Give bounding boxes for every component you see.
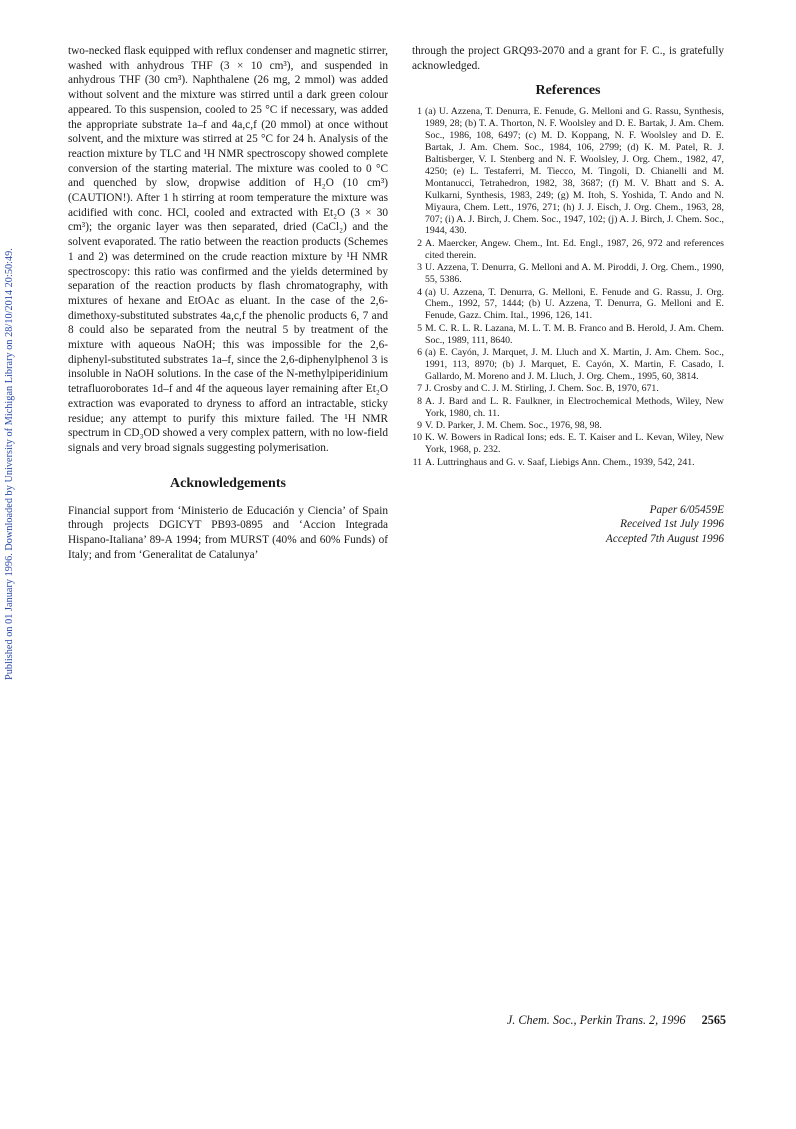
reference-text: K. W. Bowers in Radical Ions; eds. E. T. Kaiser and L. Kevan, Wiley, New York, 1968, p. 232. [425, 432, 724, 456]
reference-number: 7 [417, 383, 422, 395]
reference-text: (a) U. Azzena, T. Denurra, G. Melloni, E. Fenude and G. Rassu, J. Org. Chem., 1992, 57, 1444; (b) U. Azzena, T. Denurra, G. Melloni and E. Fenude, Gazz. Chim. Ital., 1996, 126, 141. [425, 286, 724, 322]
page-footer [507, 1013, 726, 1028]
reference-text: A. J. Bard and L. R. Faulkner, in Electrochemical Methods, Wiley, New York, 1980, ch. 11. [425, 395, 724, 419]
reference-number: 6 [417, 347, 422, 359]
reference-item [412, 432, 724, 456]
paper-id: Paper 6/05459E [649, 503, 724, 516]
reference-number: 2 [417, 237, 422, 249]
reference-text: J. Crosby and C. J. M. Stirling, J. Chem. Soc. B, 1970, 671. [425, 383, 659, 395]
download-watermark-text: Published on 01 January 1996. Downloaded by University of Michigan Library on 28/10/2014 20:50:49. [4, 248, 15, 680]
reference-number: 9 [417, 419, 422, 431]
reference-text: U. Azzena, T. Denurra, G. Melloni and A. M. Piroddi, J. Org. Chem., 1990, 55, 5386. [425, 262, 724, 286]
reference-number: 1 [417, 106, 422, 118]
reference-item [412, 396, 724, 420]
reference-text: A. Maercker, Angew. Chem., Int. Ed. Engl., 1987, 26, 972 and references cited therein. [425, 237, 724, 261]
reference-text: V. D. Parker, J. M. Chem. Soc., 1976, 98, 98. [425, 419, 602, 431]
download-watermark [2, 232, 16, 680]
references-list [412, 106, 724, 468]
reference-text: A. Luttringhaus and G. v. Saaf, Liebigs Ann. Chem., 1939, 542, 241. [425, 456, 695, 468]
reference-number: 11 [412, 456, 422, 468]
reference-item [412, 383, 724, 395]
accepted-date: Accepted 7th August 1996 [605, 532, 724, 545]
reference-number: 4 [417, 286, 422, 298]
reference-item [412, 106, 724, 237]
reference-text: (a) U. Azzena, T. Denurra, E. Fenude, G. Melloni and G. Rassu, Synthesis, 1989, 28; (b) T. A. Thorton, N. F. Woolsley and D. E. Bartak, J. Am. Chem. Soc., 1986, 108, 6497; (c) M. D. Koppang, N. F. Woolsley and D. E. Bartak, J. Am. Chem. Soc., 1984, 106, 2799; (d) K. M. Patel, R. J. Baltisberger, V. I. Stenberg and N. F. Woolsley, J. Org. Chem., 1982, 47, 4250; (e) L. Testaferri, M. Tiecco, M. Tingoli, D. Chianelli and M. Montanucci, Tetrahedron, 1982, 38, 3687; (f) M. V. Bhatt and S. A. Kulkarni, Synthesis, 1983, 249; (g) M. Itoh, S. Yoshida, T. Ando and N. Miyaura, Chem. Lett., 1976, 271; (h) J. J. Eisch, J. Org. Chem., 1963, 28, 707; (i) A. J. Birch, J. Chem. Soc., 1947, 102; (j) A. J. Birch, J. Chem. Soc., 1944, 430. [425, 106, 724, 237]
reference-number: 8 [417, 395, 422, 407]
paper-submission-info [412, 503, 724, 547]
journal-citation: J. Chem. Soc., Perkin Trans. 2, 1996 [506, 1013, 686, 1027]
acknowledgements-heading: Acknowledgements [170, 475, 286, 491]
experimental-paragraph: two-necked flask equipped with reflux condenser and magnetic stirrer, washed with anhydrous THF (3 × 10 cm³), and suspended in anhydrous THF (30 cm³). Naphthalene (26 mg, 2 mmol) was added without solvent and the mixture was stirred until a dark green colour appeared. To this suspension, cooled to 25 °C if necessary, was added the appropriate substrate 1a–f and 4a,c,f (20 mmol) at once without solvent, and the mixture was stirred at 25 °C for 24 h. Analysis of the reaction mixture by TLC and ¹H NMR spectroscopy showed complete conversion of the starting material. The mixture was cooled to 0 °C and quenched by slow, dropwise addition of H₂O (10 cm³) (CAUTION!). After 1 h stirring at room temperature the mixture was acidified with conc. HCl, cooled and extracted with Et₂O (3 × 30 cm³); the organic layer was then separated, dried (CaCl₂) and the solvent evaporated. The ratio between the reaction products (Schemes 1 and 2) was determined on the crude reaction mixture by ¹H NMR spectroscopy: this ratio was confirmed and the yields determined by separation of the reaction products by flash chromatography, with mixtures of hexane and EtOAc as eluant. In the case of the 2,6-dimethoxy-substituted substrates 4a,c,f the phenolic products 6, 7 and 8 could also be separated from the neutral 5 by treatment of the mixture with aqueous NaOH; this was impossible for the 2,6-diphenyl-substituted substrates 1a–f, since the 2,6-diphenylphenol 3 is insoluble in NaOH solutions. In the case of the N-methylpiperidinium tetrafluoroborates 1d–f and 4f the aqueous layer remaining after Et₂O extraction was evaporated to dryness to afford an intractable, sticky residue; any attempt to purify this mixture failed. The ¹H NMR spectrum in CD₃OD showed a very complex pattern, with no low-field signals and very broad signals suggesting polymerisation. [68, 45, 388, 454]
reference-item [412, 323, 724, 347]
acknowledgements-continuation: through the project GRQ93-2070 and a grant for F. C., is gratefully acknowledged. [412, 45, 724, 72]
reference-item [412, 420, 724, 432]
reference-item [412, 238, 724, 262]
reference-number: 5 [417, 322, 422, 334]
reference-text: (a) E. Cayón, J. Marquet, J. M. Lluch and X. Martin, J. Am. Chem. Soc., 1991, 113, 8970; (b) J. Marquet, E. Cayón, X. Martin, F. Casado, I. Gallardo, M. Moreno and J. M. Lluch, J. Org. Chem., 1995, 60, 3814. [425, 347, 724, 382]
reference-item [412, 457, 724, 469]
reference-number: 3 [417, 262, 422, 274]
page-number: 2565 [701, 1013, 726, 1027]
reference-item [412, 262, 724, 286]
reference-number: 10 [412, 432, 422, 444]
reference-item [412, 287, 724, 323]
reference-text: M. C. R. L. R. Lazana, M. L. T. M. B. Franco and B. Herold, J. Am. Chem. Soc., 1989, 111, 8640. [425, 322, 724, 346]
received-date: Received 1st July 1996 [620, 518, 724, 531]
left-column [68, 44, 388, 563]
references-heading: References [535, 83, 601, 99]
reference-item [412, 347, 724, 383]
right-column [412, 44, 724, 546]
acknowledgements-paragraph: Financial support from ‘Ministerio de Educación y Ciencia’ of Spain through projects DGICYT PB93-0895 and ‘Accion Integrada Hispano-Italiana’ 89-A 1994; from MURST (40% and 60% Funds) of Italy; and from ‘Generalitat de Catalunya’ [68, 504, 388, 561]
